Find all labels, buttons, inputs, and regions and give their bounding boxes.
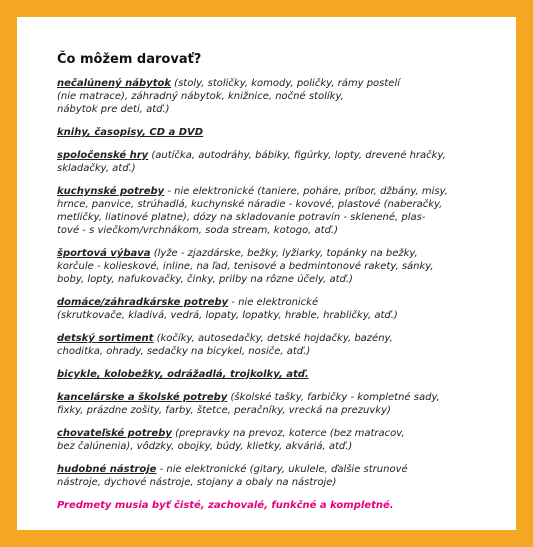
item-line <box>57 463 487 476</box>
item-heading: nečalúnený nábytok <box>57 78 171 89</box>
item-description-line: bez čalúnenia), vôdzky, obojky, búdy, klietky, akváriá, atď.) <box>57 441 353 452</box>
item-chovatel <box>57 427 487 453</box>
item-description-line: (skrutkovače, kladivá, vedrá, lopaty, lopatky, hrable, hrabličky, atď.) <box>57 310 398 321</box>
item-description: (lyže - zjazdárske, bežky, lyžiarky, topánky na bežky, <box>150 248 418 259</box>
item-heading: kancelárske a školské potreby <box>57 392 228 403</box>
item-kancel <box>57 391 487 417</box>
item-heading: spoločenské hry <box>57 150 149 161</box>
item-description-line: choditka, ohrady, sedačky na bicykel, nosiče, atď.) <box>57 346 311 357</box>
item-bicykle <box>57 368 487 381</box>
item-description-line: metličky, liatinové platne), dózy na skladovanie potravín - sklenené, plas- <box>57 212 426 223</box>
item-hry <box>57 149 487 175</box>
item-heading: chovateľské potreby <box>57 428 172 439</box>
item-heading: domáce/záhradkárske potreby <box>57 297 229 308</box>
item-line <box>57 126 487 139</box>
item-description-line: nábytok pre deti, atď.) <box>57 104 170 115</box>
item-description: - nie elektronické (gitary, ukulele, ďalšie strunové <box>156 464 408 475</box>
item-description-line: korčule - kolieskové, inline, na ľad, tenisové a bedmintonové rakety, sánky, <box>57 261 434 272</box>
item-line <box>57 247 487 260</box>
item-description-line: nástroje, dychové nástroje, stojany a obaly na nástroje) <box>57 477 337 488</box>
item-line <box>57 185 487 198</box>
item-knihy <box>57 126 487 139</box>
item-zahrada <box>57 296 487 322</box>
item-line <box>57 368 487 381</box>
item-description-line: fixky, prázdne zošity, farby, štetce, peračníky, vrecká na prezuvky) <box>57 405 391 416</box>
item-heading: bicykle, kolobežky, odrážadlá, trojkolky, atď. <box>57 369 309 380</box>
item-kuchynske <box>57 185 487 237</box>
items-container <box>57 77 487 489</box>
item-line <box>57 149 487 162</box>
item-heading: knihy, časopisy, CD a DVD <box>57 127 204 138</box>
item-description-line: skladačky, atď.) <box>57 163 136 174</box>
requirements-note: Predmety musia byť čisté, zachovalé, funkčné a kompletné. <box>57 500 394 511</box>
item-description: (autíčka, autodráhy, bábiky, figúrky, lopty, drevené hračky, <box>148 150 446 161</box>
item-sport <box>57 247 487 286</box>
item-description-line: tové - s viečkom/vrchnákom, soda stream, kotogo, atď.) <box>57 225 339 236</box>
donation-list <box>57 52 487 512</box>
item-hudba <box>57 463 487 489</box>
item-description-line: hrnce, panvice, strúhadlá, kuchynské náradie - kovové, plastové (naberačky, <box>57 199 443 210</box>
item-description-line: boby, lopty, nafukovačky, činky, prilby na rôzne účely, atď.) <box>57 274 353 285</box>
item-heading: hudobné nástroje <box>57 464 157 475</box>
item-heading: kuchynské potreby <box>57 186 165 197</box>
item-description: - nie elektronické (taniere, poháre, príbor, džbány, misy, <box>164 186 448 197</box>
item-line <box>57 391 487 404</box>
item-nábytok <box>57 77 487 116</box>
item-description: - nie elektronické <box>228 297 319 308</box>
item-line <box>57 427 487 440</box>
page-title: Čo môžem darovať? <box>57 52 202 67</box>
item-heading: detský sortiment <box>57 333 154 344</box>
item-heading: športová výbava <box>57 248 151 259</box>
item-line <box>57 332 487 345</box>
item-line <box>57 296 487 309</box>
item-line <box>57 77 487 90</box>
item-description: (stoly, stoličky, komody, poličky, rámy postelí <box>171 78 401 89</box>
item-detsky <box>57 332 487 358</box>
item-description: (kočíky, autosedačky, detské hojdačky, bazény, <box>153 333 393 344</box>
item-description: (školské tašky, farbičky - kompletné sady, <box>227 392 440 403</box>
item-description-line: (nie matrace), záhradný nábytok, knižnice, nočné stolíky, <box>57 91 344 102</box>
donation-card <box>17 17 516 530</box>
item-description: (prepravky na prevoz, koterce (bez matracov, <box>171 428 405 439</box>
